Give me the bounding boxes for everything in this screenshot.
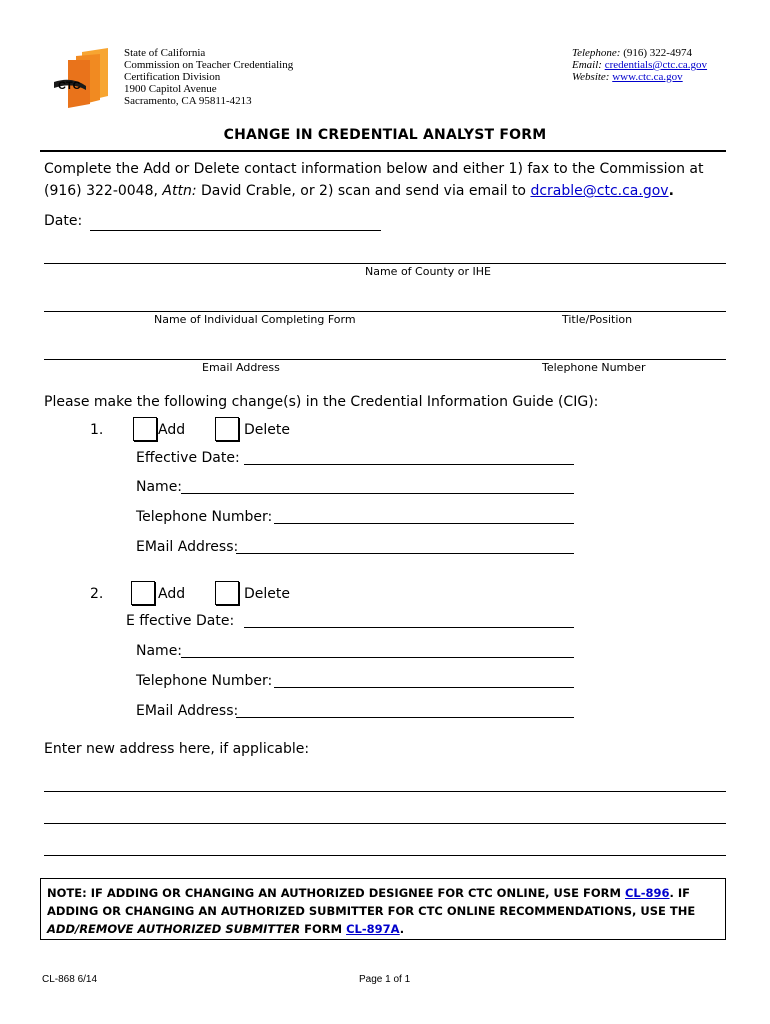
entry-2-delete-checkbox[interactable]	[215, 581, 239, 605]
entry-2-add-checkbox[interactable]	[131, 581, 155, 605]
page-number: Page 1 of 1	[359, 974, 411, 985]
form-title: CHANGE IN CREDENTIAL ANALYST FORM	[223, 127, 547, 143]
entry-2-telephone-label: Telephone Number:	[136, 673, 273, 689]
email-address-label: Email Address	[202, 361, 280, 374]
title-divider	[40, 150, 726, 152]
entry-2-email-field[interactable]	[236, 717, 574, 718]
county-field[interactable]	[44, 263, 726, 264]
telephone-label: Telephone:	[572, 47, 621, 59]
note-box: NOTE: IF ADDING OR CHANGING AN AUTHORIZED DESIGNEE FOR CTC ONLINE, USE FORM CL-896. IF ADDING OR CHANGING AN AUTHORIZED SUBMITTER FOR CTC ONLINE RECOMMENDATIONS, USE THE ADD/REMOVE AUTHORIZED SUBMITTER FORM CL-897A.	[40, 878, 726, 940]
entry-2-name-field[interactable]	[181, 657, 574, 658]
entry-2-email-label: EMail Address:	[136, 703, 239, 719]
entry-2-delete-label: Delete	[244, 586, 290, 602]
dcrable-email-link[interactable]: dcrable@ctc.ca.gov	[530, 183, 669, 199]
individual-label: Name of Individual Completing Form	[154, 313, 356, 326]
contact-info	[572, 47, 707, 83]
date-field[interactable]	[90, 230, 381, 231]
intro-line-2: (916) 322-0048, Attn: David Crable, or 2) scan and send via email to dcrable@ctc.ca.gov.	[44, 183, 674, 199]
entry-1-delete-label: Delete	[244, 422, 290, 438]
intro-line-1: Complete the Add or Delete contact information below and either 1) fax to the Commission at	[44, 161, 704, 177]
entry-2-effective-date-label: E ffective Date:	[126, 613, 235, 629]
entry-1-telephone-field[interactable]	[274, 523, 574, 524]
org-line: 1900 Capitol Avenue	[124, 83, 217, 95]
intro-text	[44, 158, 734, 202]
ctc-logo	[42, 46, 116, 110]
entry-1-name-field[interactable]	[181, 493, 574, 494]
org-line: Sacramento, CA 95811-4213	[124, 95, 252, 107]
entry-1-number: 1.	[90, 422, 104, 438]
logo-text: CTC	[58, 80, 81, 92]
cl-897a-link[interactable]: CL-897A	[346, 922, 400, 936]
org-line: Certification Division	[124, 71, 221, 83]
address-line-1[interactable]	[44, 791, 726, 792]
form-code: CL-868 6/14	[42, 974, 98, 985]
telephone-number-label: Telephone Number	[542, 361, 646, 374]
entry-1-add-label: Add	[158, 422, 186, 438]
entry-2-name-label: Name:	[136, 643, 183, 659]
org-line: State of California	[124, 47, 206, 59]
entry-1-add-checkbox[interactable]	[133, 417, 157, 441]
entry-1-effective-date-field[interactable]	[244, 464, 574, 465]
website-label: Website:	[572, 71, 610, 83]
cl-896-link[interactable]: CL-896	[624, 886, 670, 900]
address-label: Enter new address here, if applicable:	[44, 741, 310, 757]
email-link[interactable]: credentials@ctc.ca.gov	[604, 59, 708, 71]
title-position-label: Title/Position	[562, 313, 633, 326]
address-line-2[interactable]	[44, 823, 726, 824]
website-link[interactable]: www.ctc.ca.gov	[612, 71, 683, 83]
entry-2-telephone-field[interactable]	[274, 687, 574, 688]
email-phone-field[interactable]	[44, 359, 726, 360]
entry-1-telephone-label: Telephone Number:	[136, 509, 273, 525]
individual-title-field[interactable]	[44, 311, 726, 312]
address-line-3[interactable]	[44, 855, 726, 856]
entry-2-effective-date-field[interactable]	[244, 627, 574, 628]
entry-2-add-label: Add	[158, 586, 186, 602]
entry-1-delete-checkbox[interactable]	[215, 417, 239, 441]
telephone-value: (916) 322-4974	[623, 47, 692, 59]
entry-1-email-label: EMail Address:	[136, 539, 239, 555]
changes-heading: Please make the following change(s) in the Credential Information Guide (CIG):	[44, 394, 599, 410]
entry-2-number: 2.	[90, 586, 104, 602]
entry-1-effective-date-label: Effective Date:	[136, 450, 240, 466]
org-line: Commission on Teacher Credentialing	[124, 59, 294, 71]
entry-1-email-field[interactable]	[236, 553, 574, 554]
email-label: Email:	[572, 59, 602, 71]
entry-1-name-label: Name:	[136, 479, 183, 495]
county-label: Name of County or IHE	[365, 265, 491, 278]
date-label: Date:	[44, 213, 83, 229]
org-address	[124, 47, 293, 107]
